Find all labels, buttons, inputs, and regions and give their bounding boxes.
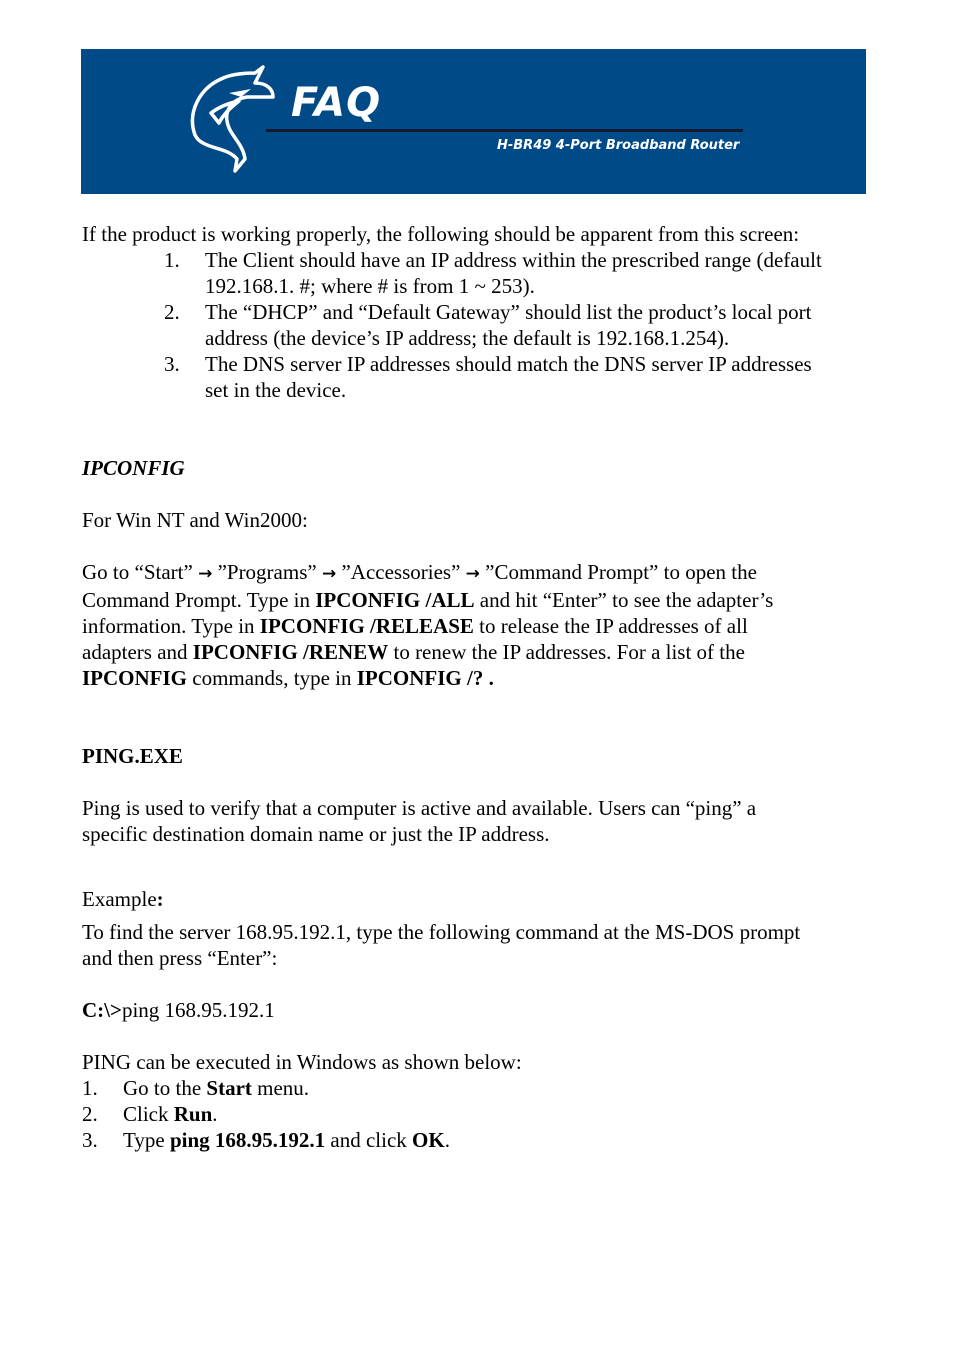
text-run: Type [123,1128,170,1152]
arrow-right-icon: → [465,564,480,584]
intro-list [82,247,822,403]
text-run: commands, type in [187,666,357,690]
list-text: The DNS server IP addresses should match the DNS server IP addresses set in the device. [205,352,812,402]
text-run: to renew the IP addresses. For a list of the [388,640,745,664]
text-run: ”Command Prompt” to open the Command Prompt. Type in [82,560,757,612]
ping-steps [82,1075,822,1153]
text-run: and hit “Enter” to see the adapter’s information. Type in [82,588,774,638]
ping-description: Ping is used to verify that a computer is active and available. Users can “ping” a specific destination domain name or just the IP address. [82,796,757,846]
text-run: Start [206,1076,252,1100]
arrow-right-icon: → [321,564,337,584]
list-number: 2. [82,1102,98,1126]
text-run: . [212,1102,218,1126]
example-text: To find the server 168.95.192.1, type the following command at the MS-DOS prompt and then press “Enter”: [82,920,801,970]
ping-command [82,997,822,1023]
list-text: The Client should have an IP address within the prescribed range (default 192.168.1. #; where # is from 1 ~ 253). [205,248,822,298]
command-text: IPCONFIG /ALL [315,588,475,612]
list-item [82,1101,822,1127]
text-run: Example [82,887,157,911]
list-text: The “DHCP” and “Default Gateway” should list the product’s local port address (the device’s IP address; the default is 192.168.1.254). [205,300,812,350]
text-run: menu. [251,1076,310,1100]
list-item [82,299,822,351]
ipconfig-heading: IPCONFIG [82,456,185,480]
text-run: to release the IP addresses of all adapters and [82,614,748,664]
list-number: 3. [82,1128,98,1152]
list-item [82,1127,822,1153]
list-number: 1. [82,1076,98,1100]
ipconfig-paragraph [82,559,822,691]
command-text: IPCONFIG /RENEW [192,640,389,664]
text-run: : [156,887,164,911]
list-item [82,1075,822,1101]
banner-title: FAQ [291,80,382,126]
text-run: ping 168.95.192.1 [169,1128,326,1152]
example-label [82,886,822,912]
list-number: 2. [164,300,180,324]
document-body [82,221,822,1153]
intro-paragraph: If the product is working properly, the following should be apparent from this screen: [82,222,800,246]
command-text: ping 168.95.192.1 [121,998,275,1022]
command-text: IPCONFIG /? . [356,666,494,690]
text-run: and click [325,1128,413,1152]
command-prompt: C:\> [82,998,122,1022]
text-run: ”Programs” [212,560,322,584]
banner-subtitle: H-BR49 4-Port Broadband Router [497,138,740,153]
ping-heading: PING.EXE [82,744,183,768]
ping-windows-text: PING can be executed in Windows as shown below: [82,1050,522,1074]
banner-rule [266,129,743,132]
list-item [82,247,822,299]
text-run: Run [173,1102,213,1126]
arrow-right-icon: → [198,564,213,584]
text-run: ”Accessories” [336,560,466,584]
command-text: IPCONFIG [82,666,187,690]
list-number: 3. [164,352,180,376]
text-run: Go to “Start” [82,560,199,584]
text-run: Click [123,1102,174,1126]
eagle-head-icon [185,63,275,173]
list-item [82,351,822,403]
text-run: . [444,1128,450,1152]
ipconfig-platform: For Win NT and Win2000: [82,508,308,532]
text-run: Go to the [123,1076,207,1100]
text-run: OK [412,1128,445,1152]
list-number: 1. [164,248,180,272]
command-text: IPCONFIG /RELEASE [259,614,474,638]
faq-banner [81,49,866,194]
